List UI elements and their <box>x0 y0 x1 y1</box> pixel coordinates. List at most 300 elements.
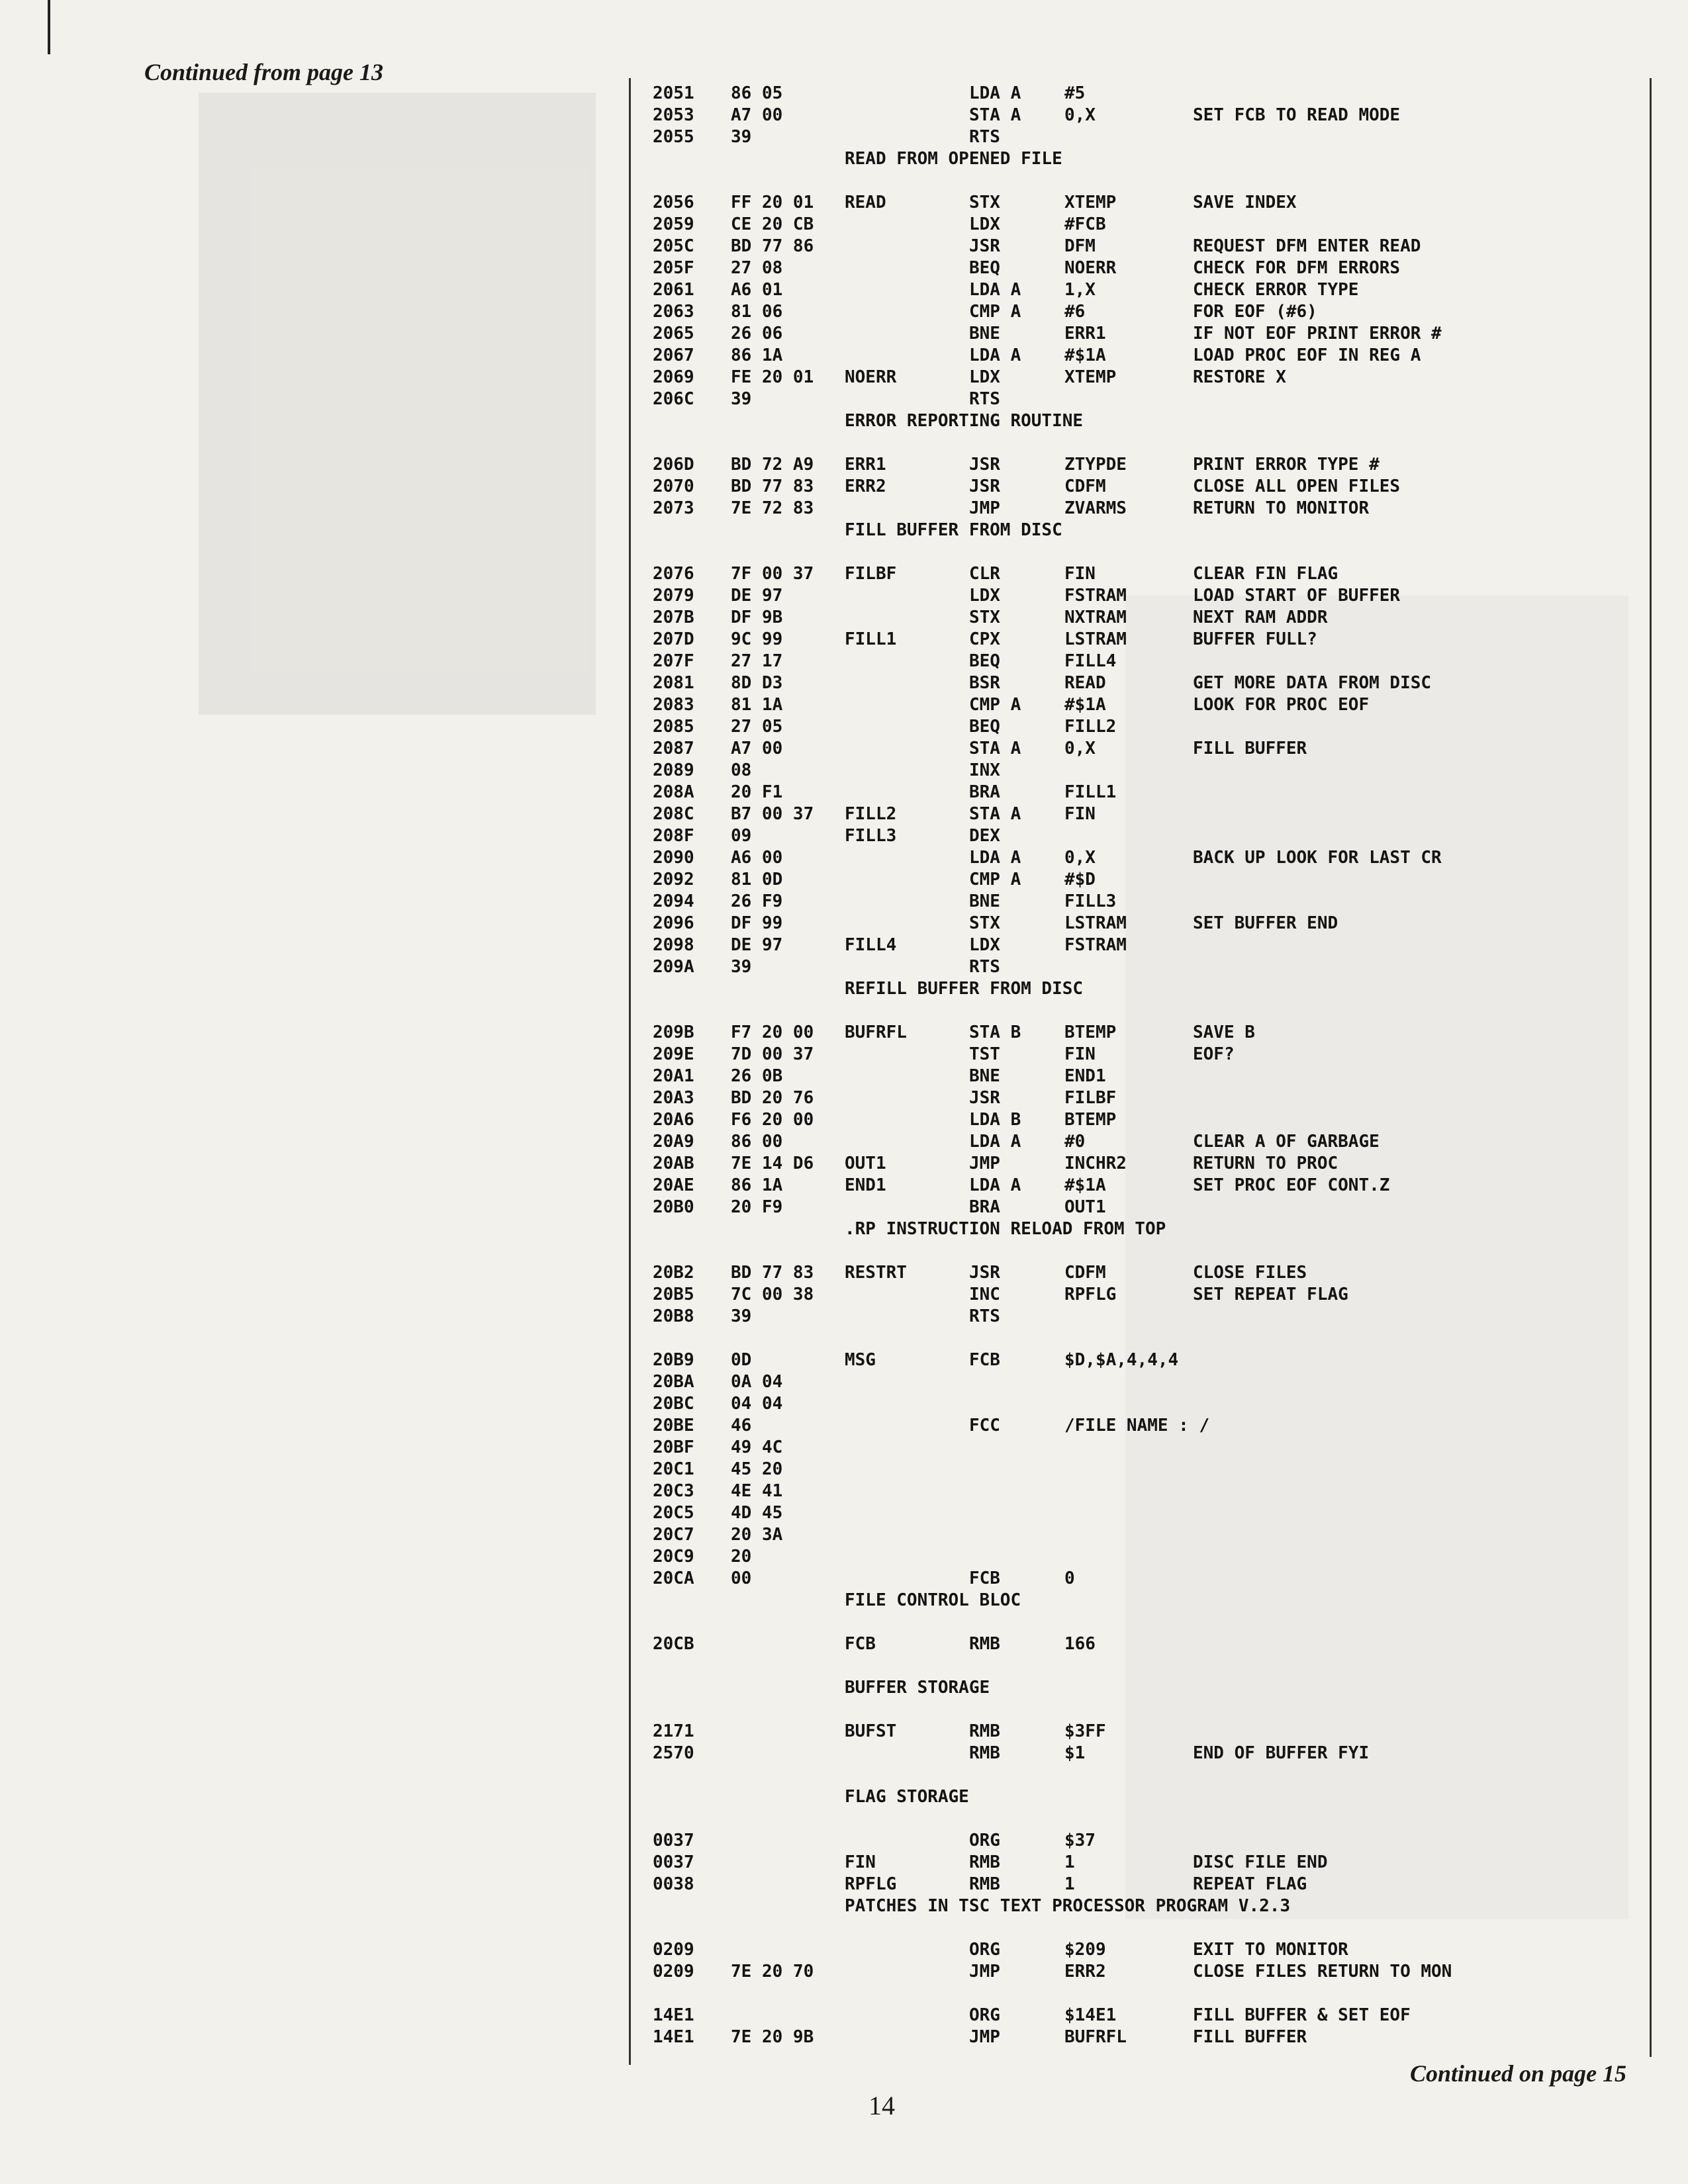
listing-section-heading <box>653 149 1646 171</box>
mnemonic: LDA A <box>969 345 1021 365</box>
object-code: 27 08 <box>731 258 783 278</box>
mnemonic: INX <box>969 760 1000 780</box>
mnemonic: STA A <box>969 105 1021 125</box>
operand: FIN <box>1064 804 1096 824</box>
comment: FILL BUFFER <box>1193 2027 1307 2047</box>
listing-line <box>653 848 1646 870</box>
mnemonic: RTS <box>969 957 1000 977</box>
mnemonic: CMP A <box>969 870 1021 889</box>
listing-line <box>653 782 1646 804</box>
label: FIN <box>845 1852 876 1872</box>
mnemonic: STA B <box>969 1023 1021 1042</box>
address: 2098 <box>653 935 694 955</box>
object-code: A6 00 <box>731 848 783 868</box>
listing-line <box>653 1569 1646 1590</box>
listing-line <box>653 1066 1646 1088</box>
listing-line <box>653 1285 1646 1306</box>
comment: CLOSE FILES <box>1193 1263 1307 1283</box>
listing-section-heading <box>653 1590 1646 1612</box>
object-code: DF 9B <box>731 608 783 627</box>
listing-blank-line <box>653 1656 1646 1678</box>
section-heading-text: FILE CONTROL BLOC <box>845 1590 1021 1610</box>
listing-line <box>653 1940 1646 1962</box>
operand: INCHR2 <box>1064 1154 1127 1173</box>
object-code: 26 0B <box>731 1066 783 1086</box>
operand: #$1A <box>1064 695 1106 715</box>
mnemonic: BNE <box>969 1066 1000 1086</box>
address: 20A3 <box>653 1088 694 1108</box>
address: 20BC <box>653 1394 694 1414</box>
comment: CLEAR FIN FLAG <box>1193 564 1338 584</box>
object-code: 39 <box>731 957 752 977</box>
mnemonic: JSR <box>969 1263 1000 1283</box>
operand: $3FF <box>1064 1721 1106 1741</box>
operand: #5 <box>1064 83 1086 103</box>
object-code: CE 20 CB <box>731 214 814 234</box>
listing-section-heading <box>653 1896 1646 1918</box>
listing-line <box>653 739 1646 760</box>
listing-line <box>653 870 1646 891</box>
mnemonic: RMB <box>969 1634 1000 1654</box>
listing-blank-line <box>653 1001 1646 1023</box>
object-code: DF 99 <box>731 913 783 933</box>
mnemonic: RMB <box>969 1721 1000 1741</box>
object-code: FF 20 01 <box>731 193 814 212</box>
listing-line <box>653 1132 1646 1154</box>
object-code: 86 00 <box>731 1132 783 1152</box>
listing-line <box>653 1263 1646 1285</box>
operand: #$1A <box>1064 1175 1106 1195</box>
address: 0037 <box>653 1852 694 1872</box>
label: RESTRT <box>845 1263 907 1283</box>
show-through-left-block <box>199 93 596 715</box>
listing-blank-line <box>653 1700 1646 1721</box>
comment: NEXT RAM ADDR <box>1193 608 1328 627</box>
mnemonic: ORG <box>969 1940 1000 1960</box>
address: 2063 <box>653 302 694 322</box>
listing-line <box>653 717 1646 739</box>
mnemonic: LDX <box>969 935 1000 955</box>
listing-line <box>653 804 1646 826</box>
listing-line <box>653 345 1646 367</box>
operand: ZVARMS <box>1064 498 1127 518</box>
comment: CLEAR A OF GARBAGE <box>1193 1132 1380 1152</box>
continued-on-note: Continued on page 15 <box>1410 2060 1627 2087</box>
label: MSG <box>845 1350 876 1370</box>
listing-line <box>653 957 1646 979</box>
address: 2065 <box>653 324 694 343</box>
address: 2051 <box>653 83 694 103</box>
listing-line <box>653 2005 1646 2027</box>
operand: 0,X <box>1064 739 1096 758</box>
mnemonic: RMB <box>969 1852 1000 1872</box>
listing-line <box>653 1110 1646 1132</box>
comment: CHECK ERROR TYPE <box>1193 280 1359 300</box>
comment: SET BUFFER END <box>1193 913 1338 933</box>
address: 20C9 <box>653 1547 694 1567</box>
comment: SET PROC EOF CONT.Z <box>1193 1175 1390 1195</box>
object-code: 7C 00 38 <box>731 1285 814 1304</box>
mnemonic: FCB <box>969 1569 1000 1588</box>
object-code: 49 4C <box>731 1437 783 1457</box>
operand: FILL1 <box>1064 782 1117 802</box>
object-code: 39 <box>731 1306 752 1326</box>
listing-blank-line <box>653 433 1646 455</box>
operand: $14E1 <box>1064 2005 1117 2025</box>
mnemonic: JMP <box>969 498 1000 518</box>
label: RPFLG <box>845 1874 897 1894</box>
operand: 1 <box>1064 1874 1075 1894</box>
continued-from-note: Continued from page 13 <box>144 59 384 85</box>
mnemonic: RMB <box>969 1743 1000 1763</box>
object-code: 27 17 <box>731 651 783 671</box>
mnemonic: RTS <box>969 127 1000 147</box>
address: 205F <box>653 258 694 278</box>
address: 206C <box>653 389 694 409</box>
label: FILL2 <box>845 804 897 824</box>
label: NOERR <box>845 367 897 387</box>
operand: OUT1 <box>1064 1197 1106 1217</box>
listing-line <box>653 477 1646 498</box>
listing-line <box>653 324 1646 345</box>
operand: 0,X <box>1064 105 1096 125</box>
operand: ZTYPDE <box>1064 455 1127 475</box>
mnemonic: LDX <box>969 214 1000 234</box>
comment: CLOSE ALL OPEN FILES <box>1193 477 1401 496</box>
listing-line <box>653 1372 1646 1394</box>
object-code: 81 06 <box>731 302 783 322</box>
section-heading-text: BUFFER STORAGE <box>845 1678 990 1698</box>
mnemonic: JSR <box>969 477 1000 496</box>
mnemonic: JSR <box>969 455 1000 475</box>
object-code: BD 72 A9 <box>731 455 814 475</box>
mnemonic: BSR <box>969 673 1000 693</box>
address: 208F <box>653 826 694 846</box>
object-code: FE 20 01 <box>731 367 814 387</box>
page-number: 14 <box>868 2091 895 2120</box>
listing-blank-line <box>653 1612 1646 1634</box>
object-code: 00 <box>731 1569 752 1588</box>
section-heading-text: REFILL BUFFER FROM DISC <box>845 979 1084 999</box>
address: 0038 <box>653 1874 694 1894</box>
listing-section-heading <box>653 1678 1646 1700</box>
address: 209A <box>653 957 694 977</box>
mnemonic: RMB <box>969 1874 1000 1894</box>
listing-blank-line <box>653 1983 1646 2005</box>
label: FILL3 <box>845 826 897 846</box>
mnemonic: TST <box>969 1044 1000 1064</box>
operand: NOERR <box>1064 258 1117 278</box>
label: FILL4 <box>845 935 897 955</box>
object-code: 20 <box>731 1547 752 1567</box>
listing-line <box>653 2027 1646 2049</box>
listing-line <box>653 564 1646 586</box>
operand: $37 <box>1064 1831 1096 1850</box>
mnemonic: RTS <box>969 1306 1000 1326</box>
listing-line <box>653 913 1646 935</box>
object-code: 7E 20 9B <box>731 2027 814 2047</box>
listing-line <box>653 1721 1646 1743</box>
address: 0037 <box>653 1831 694 1850</box>
mnemonic: BRA <box>969 782 1000 802</box>
address: 14E1 <box>653 2005 694 2025</box>
operand: BTEMP <box>1064 1023 1117 1042</box>
operand: 0,X <box>1064 848 1096 868</box>
listing-line <box>653 695 1646 717</box>
address: 20BA <box>653 1372 694 1392</box>
object-code: 9C 99 <box>731 629 783 649</box>
listing-line <box>653 760 1646 782</box>
listing-section-heading <box>653 1787 1646 1809</box>
address: 207F <box>653 651 694 671</box>
section-heading-text: .RP INSTRUCTION RELOAD FROM TOP <box>845 1219 1166 1239</box>
address: 208A <box>653 782 694 802</box>
listing-line <box>653 1634 1646 1656</box>
address: 2067 <box>653 345 694 365</box>
mnemonic: JMP <box>969 2027 1000 2047</box>
listing-line <box>653 629 1646 651</box>
address: 0209 <box>653 1940 694 1960</box>
mnemonic: BRA <box>969 1197 1000 1217</box>
object-code: DE 97 <box>731 935 783 955</box>
object-code: 26 F9 <box>731 891 783 911</box>
comment: SET REPEAT FLAG <box>1193 1285 1348 1304</box>
object-code: 7E 72 83 <box>731 498 814 518</box>
mnemonic: BEQ <box>969 651 1000 671</box>
address: 2076 <box>653 564 694 584</box>
label: BUFST <box>845 1721 897 1741</box>
listing-rule-right <box>1650 78 1652 2057</box>
operand: BTEMP <box>1064 1110 1117 1130</box>
operand: 166 <box>1064 1634 1096 1654</box>
operand: FSTRAM <box>1064 586 1127 606</box>
listing-section-heading <box>653 520 1646 542</box>
listing-line <box>653 236 1646 258</box>
comment: LOAD START OF BUFFER <box>1193 586 1401 606</box>
mnemonic: LDA A <box>969 1175 1021 1195</box>
label: OUT1 <box>845 1154 886 1173</box>
listing-blank-line <box>653 1918 1646 1940</box>
address: 2087 <box>653 739 694 758</box>
operand: DFM <box>1064 236 1096 256</box>
label: FILL1 <box>845 629 897 649</box>
page-edge-mark <box>48 0 50 54</box>
listing-line <box>653 935 1646 957</box>
listing-line <box>653 302 1646 324</box>
operand: CDFM <box>1064 1263 1106 1283</box>
address: 20A6 <box>653 1110 694 1130</box>
listing-line <box>653 258 1646 280</box>
listing-line <box>653 193 1646 214</box>
listing-section-heading <box>653 1219 1646 1241</box>
address: 20B8 <box>653 1306 694 1326</box>
mnemonic: RTS <box>969 389 1000 409</box>
address: 2094 <box>653 891 694 911</box>
address: 207D <box>653 629 694 649</box>
address: 2070 <box>653 477 694 496</box>
object-code: 7E 14 D6 <box>731 1154 814 1173</box>
label: ERR2 <box>845 477 886 496</box>
listing-blank-line <box>653 1328 1646 1350</box>
operand: FIN <box>1064 1044 1096 1064</box>
address: 2059 <box>653 214 694 234</box>
address: 20BE <box>653 1416 694 1435</box>
object-code: 4E 41 <box>731 1481 783 1501</box>
operand: READ <box>1064 673 1106 693</box>
listing-line <box>653 608 1646 629</box>
address: 20C1 <box>653 1459 694 1479</box>
address: 20B9 <box>653 1350 694 1370</box>
comment: REQUEST DFM ENTER READ <box>1193 236 1421 256</box>
object-code: 86 1A <box>731 345 783 365</box>
address: 20A1 <box>653 1066 694 1086</box>
operand: FSTRAM <box>1064 935 1127 955</box>
object-code: 7F 00 37 <box>731 564 814 584</box>
listing-line <box>653 367 1646 389</box>
mnemonic: INC <box>969 1285 1000 1304</box>
assembly-listing <box>653 83 1646 2049</box>
address: 2085 <box>653 717 694 737</box>
object-code: 46 <box>731 1416 752 1435</box>
operand: 1,X <box>1064 280 1096 300</box>
mnemonic: ORG <box>969 1831 1000 1850</box>
listing-line <box>653 1416 1646 1437</box>
address: 2073 <box>653 498 694 518</box>
section-heading-text: ERROR REPORTING ROUTINE <box>845 411 1084 431</box>
listing-line <box>653 1459 1646 1481</box>
address: 205C <box>653 236 694 256</box>
comment: BUFFER FULL? <box>1193 629 1317 649</box>
object-code: BD 77 83 <box>731 477 814 496</box>
mnemonic: STX <box>969 193 1000 212</box>
comment: CHECK FOR DFM ERRORS <box>1193 258 1401 278</box>
mnemonic: JMP <box>969 1154 1000 1173</box>
comment: REPEAT FLAG <box>1193 1874 1307 1894</box>
operand: $1 <box>1064 1743 1086 1763</box>
listing-line <box>653 1831 1646 1852</box>
listing-line <box>653 1481 1646 1503</box>
listing-line <box>653 1350 1646 1372</box>
object-code: 4D 45 <box>731 1503 783 1523</box>
label: ERR1 <box>845 455 886 475</box>
object-code: 81 0D <box>731 870 783 889</box>
address: 20C5 <box>653 1503 694 1523</box>
object-code: 27 05 <box>731 717 783 737</box>
object-code: A6 01 <box>731 280 783 300</box>
object-code: 20 F9 <box>731 1197 783 1217</box>
mnemonic: BEQ <box>969 258 1000 278</box>
listing-line <box>653 83 1646 105</box>
object-code: F6 20 00 <box>731 1110 814 1130</box>
address: 20CA <box>653 1569 694 1588</box>
object-code: DE 97 <box>731 586 783 606</box>
mnemonic: FCC <box>969 1416 1000 1435</box>
label: BUFRFL <box>845 1023 907 1042</box>
operand: #0 <box>1064 1132 1086 1152</box>
mnemonic: STA A <box>969 804 1021 824</box>
listing-line <box>653 1874 1646 1896</box>
address: 2171 <box>653 1721 694 1741</box>
mnemonic: LDX <box>969 586 1000 606</box>
object-code: 7D 00 37 <box>731 1044 814 1064</box>
label: FILBF <box>845 564 897 584</box>
address: 2092 <box>653 870 694 889</box>
listing-line <box>653 1503 1646 1525</box>
object-code: A7 00 <box>731 739 783 758</box>
comment: SET FCB TO READ MODE <box>1193 105 1401 125</box>
address: 20C3 <box>653 1481 694 1501</box>
comment: GET MORE DATA FROM DISC <box>1193 673 1432 693</box>
label: FCB <box>845 1634 876 1654</box>
mnemonic: DEX <box>969 826 1000 846</box>
comment: BACK UP LOOK FOR LAST CR <box>1193 848 1442 868</box>
object-code: 26 06 <box>731 324 783 343</box>
section-heading-text: READ FROM OPENED FILE <box>845 149 1062 169</box>
object-code: 45 20 <box>731 1459 783 1479</box>
operand: XTEMP <box>1064 367 1117 387</box>
address: 20B0 <box>653 1197 694 1217</box>
listing-line <box>653 214 1646 236</box>
comment: PRINT ERROR TYPE # <box>1193 455 1380 475</box>
address: 209B <box>653 1023 694 1042</box>
comment: DISC FILE END <box>1193 1852 1328 1872</box>
listing-line <box>653 1175 1646 1197</box>
address: 20AB <box>653 1154 694 1173</box>
comment: LOAD PROC EOF IN REG A <box>1193 345 1421 365</box>
listing-blank-line <box>653 171 1646 193</box>
mnemonic: LDX <box>969 367 1000 387</box>
object-code: 09 <box>731 826 752 846</box>
comment: IF NOT EOF PRINT ERROR # <box>1193 324 1442 343</box>
operand: ERR1 <box>1064 324 1106 343</box>
listing-blank-line <box>653 1241 1646 1263</box>
label: READ <box>845 193 886 212</box>
object-code: 7E 20 70 <box>731 1962 814 1981</box>
address: 14E1 <box>653 2027 694 2047</box>
operand: FILBF <box>1064 1088 1117 1108</box>
address: 20B2 <box>653 1263 694 1283</box>
operand: CDFM <box>1064 477 1106 496</box>
object-code: 39 <box>731 127 752 147</box>
mnemonic: LDA A <box>969 1132 1021 1152</box>
mnemonic: STA A <box>969 739 1021 758</box>
section-heading-text: FILL BUFFER FROM DISC <box>845 520 1062 540</box>
object-code: 20 3A <box>731 1525 783 1545</box>
address: 207B <box>653 608 694 627</box>
address: 2081 <box>653 673 694 693</box>
object-code: BD 77 86 <box>731 236 814 256</box>
object-code: BD 20 76 <box>731 1088 814 1108</box>
object-code: A7 00 <box>731 105 783 125</box>
comment: SAVE INDEX <box>1193 193 1297 212</box>
operand: $209 <box>1064 1940 1106 1960</box>
mnemonic: LDA B <box>969 1110 1021 1130</box>
section-heading-text: PATCHES IN TSC TEXT PROCESSOR PROGRAM V.2.3 <box>845 1896 1291 1916</box>
object-code: 86 05 <box>731 83 783 103</box>
comment: FILL BUFFER <box>1193 739 1307 758</box>
address: 20B5 <box>653 1285 694 1304</box>
operand: ERR2 <box>1064 1962 1106 1981</box>
address: 2090 <box>653 848 694 868</box>
operand: FIN <box>1064 564 1096 584</box>
listing-line <box>653 1525 1646 1547</box>
operand: #FCB <box>1064 214 1106 234</box>
comment: RESTORE X <box>1193 367 1286 387</box>
operand: /FILE NAME : / <box>1064 1416 1210 1435</box>
comment: EXIT TO MONITOR <box>1193 1940 1348 1960</box>
operand: FILL2 <box>1064 717 1117 737</box>
operand: $D,$A,4,4,4 <box>1064 1350 1179 1370</box>
